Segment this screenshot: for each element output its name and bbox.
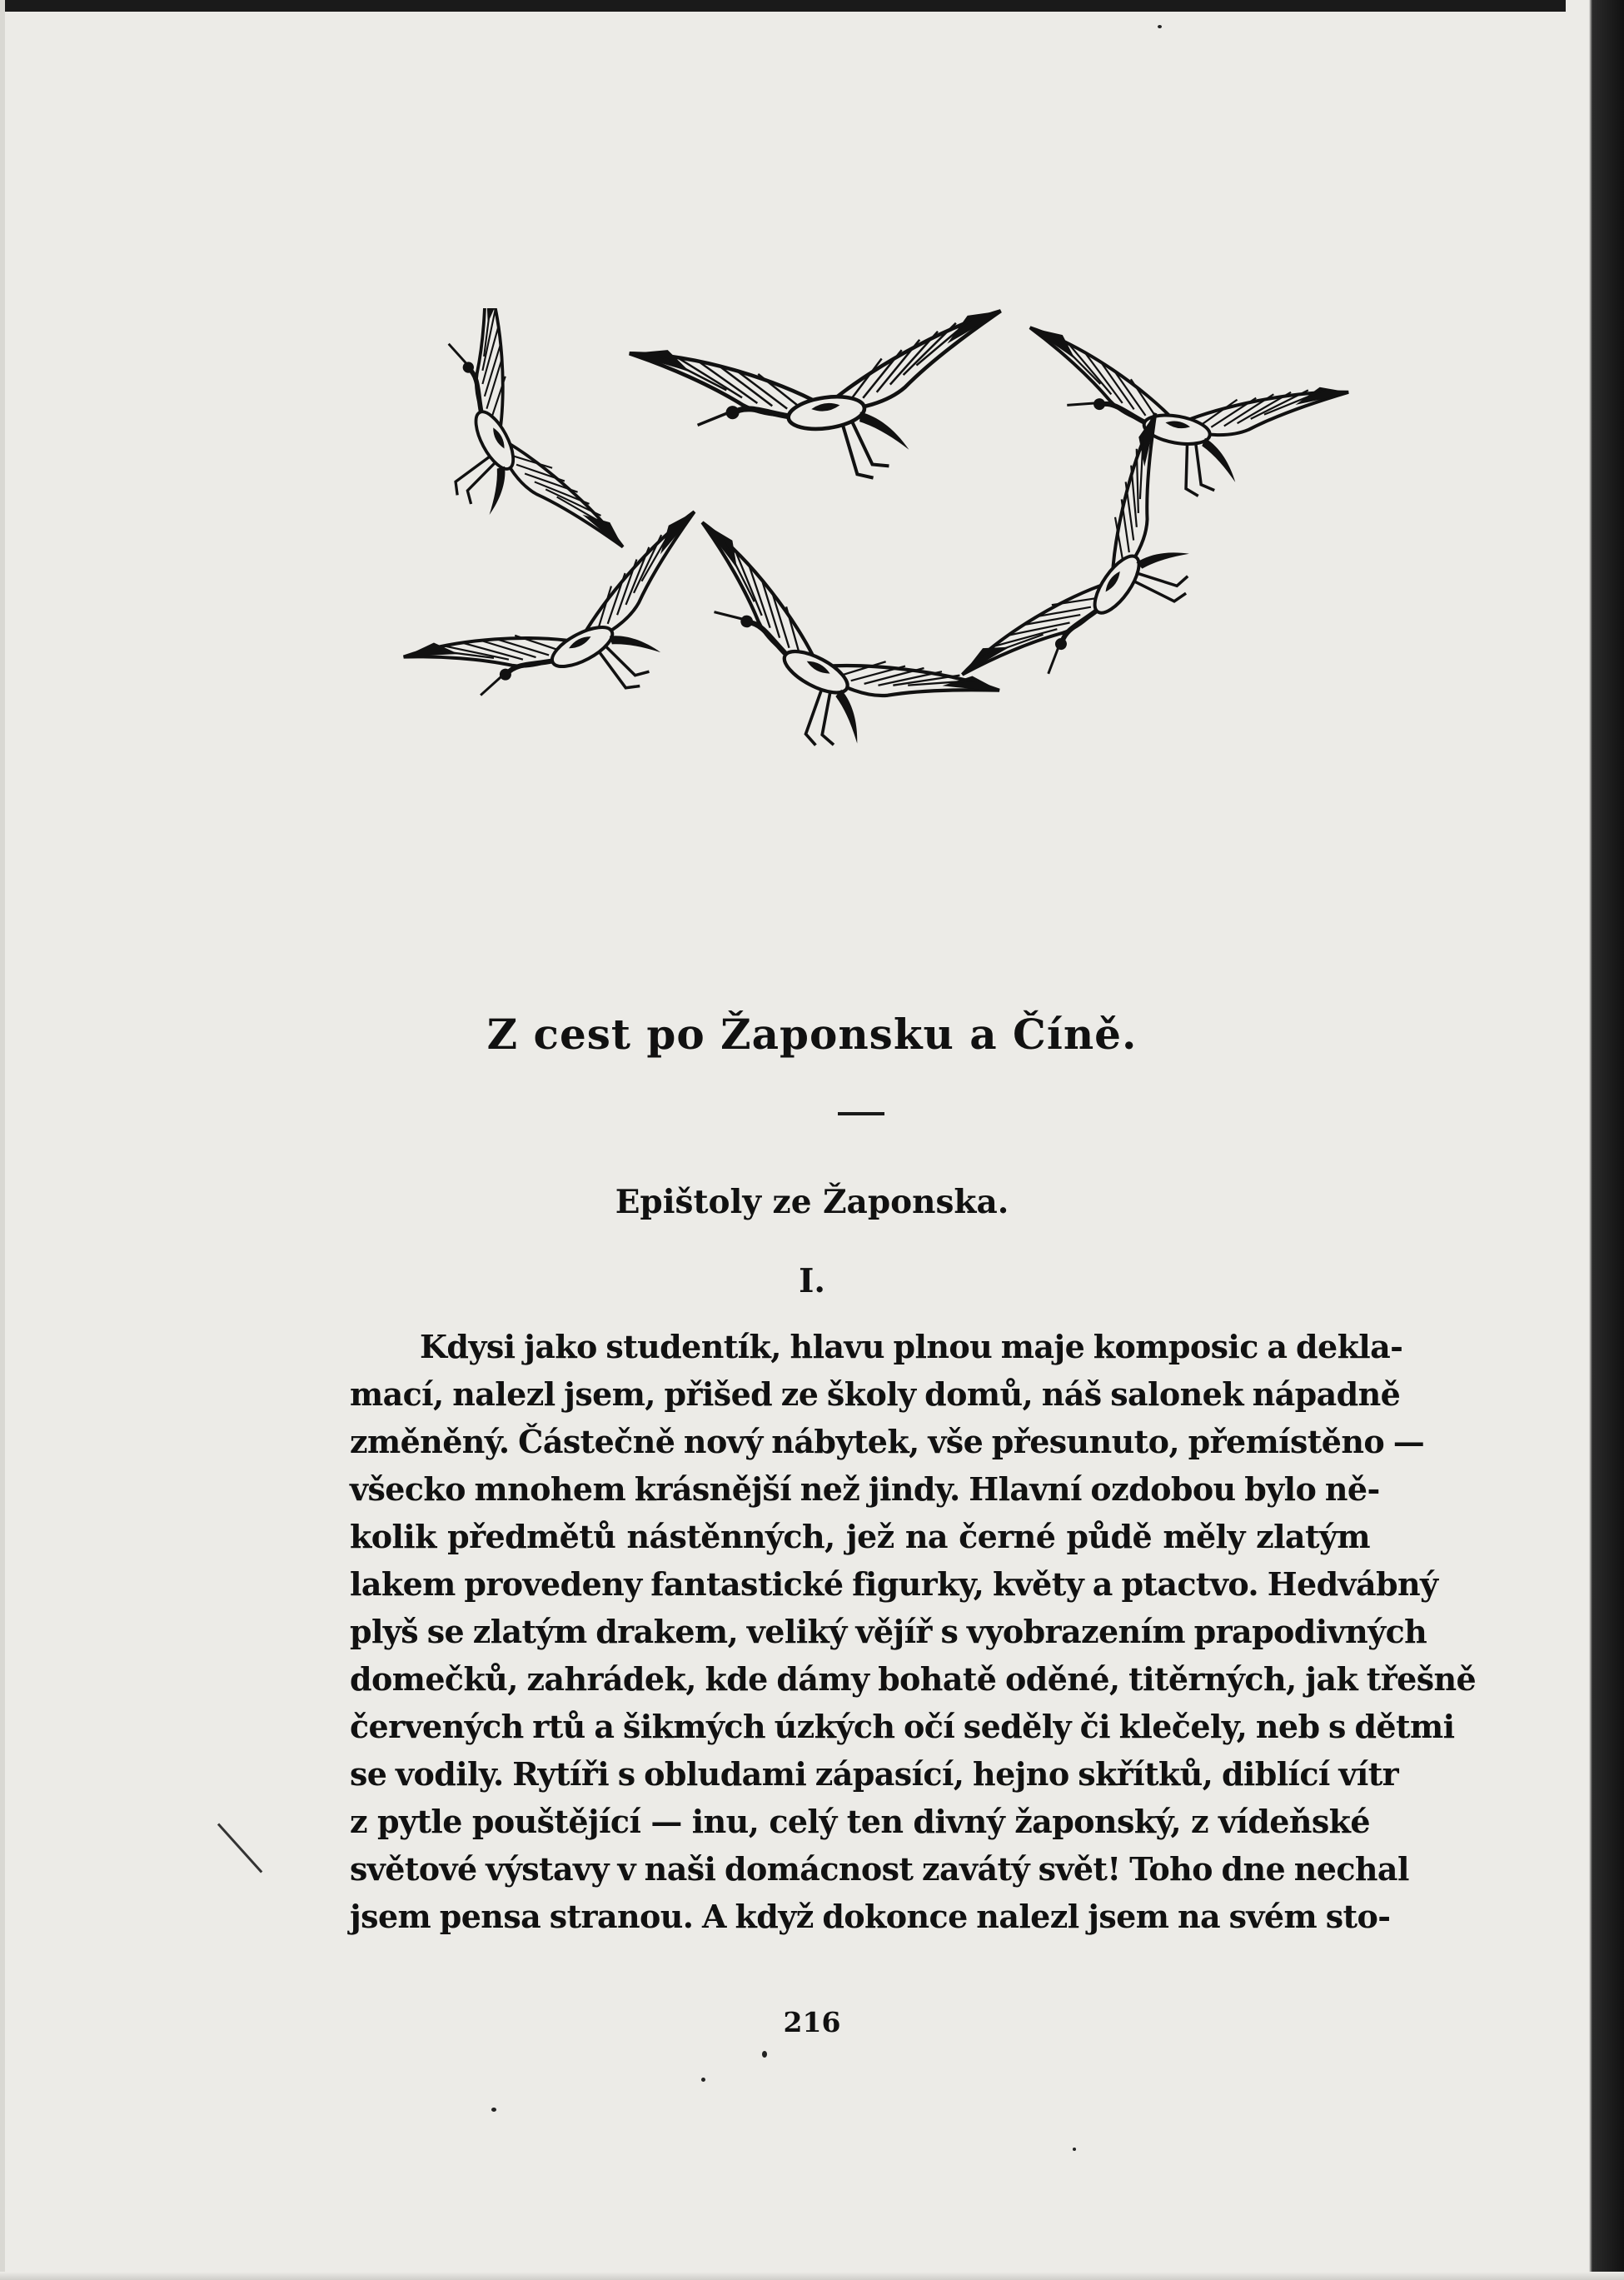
text-line: všecko mnohem krásnější než jindy. Hlavní ozdobou bylo ně-	[350, 1470, 1380, 1508]
scan-edge-top	[0, 0, 1566, 12]
scan-speck	[701, 2078, 705, 2082]
text-line: změněný. Částečně nový nábytek, vše přesunuto, přemístěno —	[350, 1423, 1425, 1460]
scan-edge-right	[1574, 0, 1624, 2280]
title-rule	[838, 1112, 884, 1115]
text-line: světové výstavy v naši domácnost zavátý svět! Toho dne nechal	[350, 1850, 1409, 1888]
chapter-subtitle: Epištoly ze Žaponska.	[615, 1183, 1009, 1221]
scan-scratch	[217, 1823, 262, 1873]
scan-speck	[1158, 25, 1162, 28]
text-line: mací, nalezl jsem, přišed ze školy domů, náš salonek nápadně	[350, 1375, 1401, 1413]
chapter-title: Z cest po Žaponsku a Číně.	[486, 1010, 1138, 1059]
text-line: domečků, zahrádek, kde dámy bohatě oděné, titěrných, jak třešně	[350, 1660, 1477, 1698]
text-line: plyš se zlatým drakem, veliký vějíř s vyobrazením prapodivných	[350, 1613, 1427, 1650]
text-line: červených rtů a šikmých úzkých očí seděly či klečely, neb s dětmi	[350, 1708, 1455, 1745]
section-numeral: I.	[799, 1262, 825, 1300]
text-line: se vodily. Rytíři s obludami zápasící, hejno skřítků, diblící vítr	[350, 1755, 1399, 1793]
text-line: Kdysi jako studentík, hlavu plnou maje komposic a dekla-	[420, 1328, 1403, 1365]
text-line: lakem provedeny fantastické figurky, květy a ptactvo. Hedvábný	[350, 1565, 1438, 1603]
page-number: 216	[783, 2006, 841, 2038]
scan-speck	[1073, 2148, 1076, 2151]
scan-speck	[491, 2108, 496, 2112]
text-line: jsem pensa stranou. A když dokonce nalezl jsem na svém sto-	[350, 1898, 1391, 1935]
scan-speck	[762, 2051, 767, 2058]
body-paragraph	[350, 1323, 1477, 1940]
text-line: kolik předmětů nástěnných, jež na černé půdě měly zlatým	[350, 1518, 1370, 1555]
text-line: z pytle pouštějící — inu, celý ten divný žaponský, z vídeňské	[350, 1803, 1370, 1840]
scan-edge-left	[0, 0, 5, 2280]
scan-edge-bottom	[0, 2272, 1624, 2280]
cranes-illustration	[350, 308, 1391, 791]
